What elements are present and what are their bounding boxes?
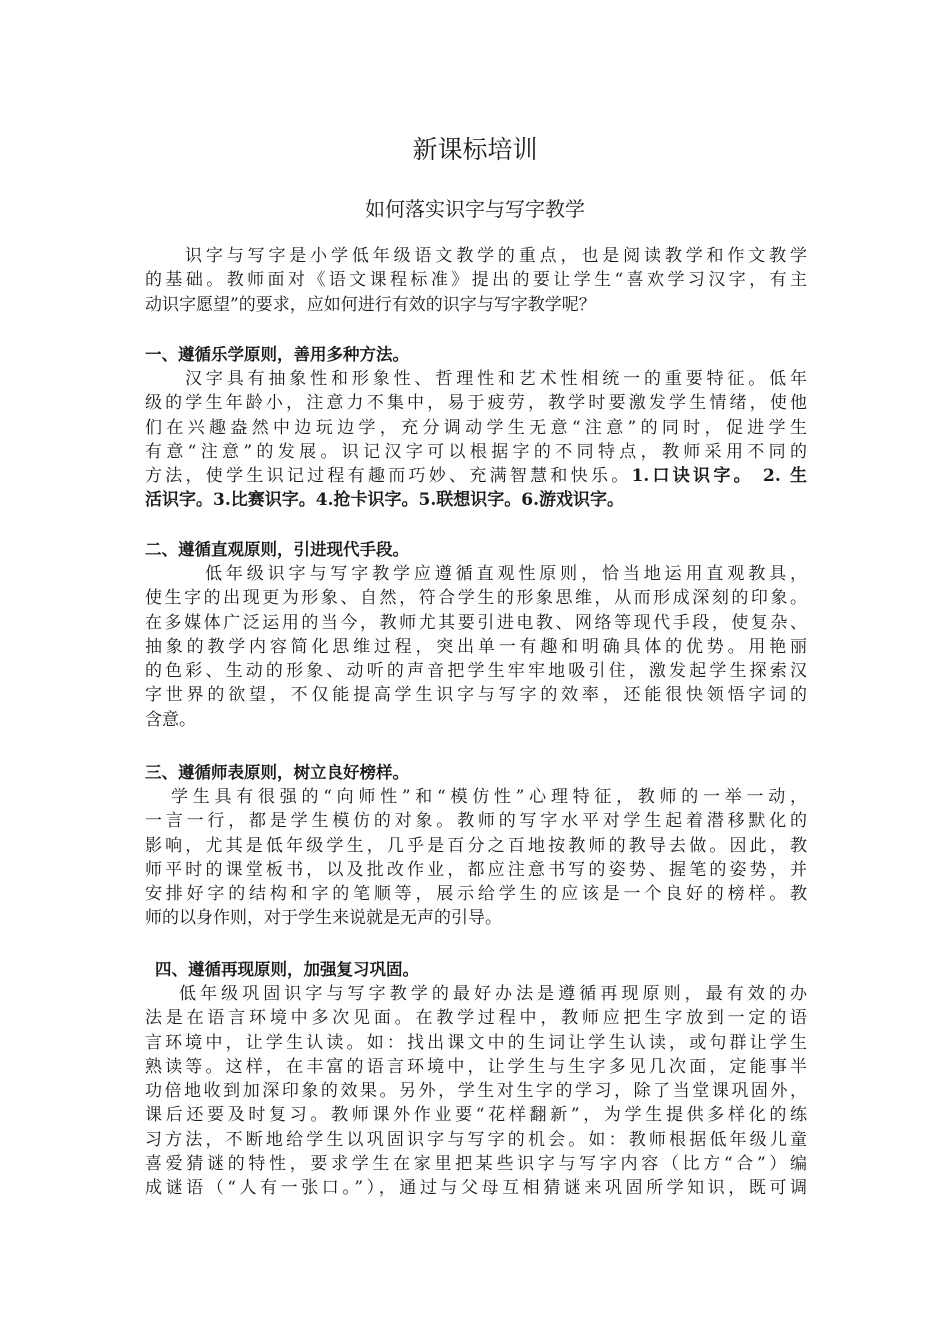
paragraph-line: 言环境中，让学生认读。如：找出课文中的生词让学生认读，或句群让学生 <box>145 1032 807 1053</box>
paragraph-line: 动识字愿望”的要求，应如何进行有效的识字与写字教学呢？ <box>145 294 596 315</box>
section-heading: 二、遵循直观原则，引进现代手段。 <box>145 540 409 559</box>
paragraph-line: 汉字具有抽象性和形象性、哲理性和艺术性相统一的重要特征。低年 <box>185 369 807 389</box>
section-heading: 三、遵循师表原则，树立良好榜样。 <box>145 763 409 782</box>
paragraph-line: 学生具有很强的“向师性”和“模仿性”心理特征，教师的一举一动， <box>171 787 807 807</box>
section-4 <box>145 958 807 1201</box>
section-2 <box>145 538 807 732</box>
document-title: 新课标培训 <box>412 135 538 164</box>
paragraph-line: 成谜语（“人有一张口。”），通过与父母互相猜谜来巩固所学知识，既可调 <box>145 1178 807 1199</box>
paragraph-line: 喜爱猜谜的特性，要求学生在家里把某些识字与写字内容（比方“合”）编 <box>145 1154 807 1175</box>
paragraph-line: 师的以身作则，对于学生来说就是无声的引导。 <box>145 908 502 929</box>
paragraph-line: 们在兴趣盎然中边玩边学，充分调动学生无意“注意”的同时，促进学生 <box>145 417 807 438</box>
paragraph-line: 抽象的教学内容简化思维过程，突出单一有趣和明确具体的优势。用艳丽 <box>145 636 807 657</box>
paragraph-line: 师平时的课堂板书，以及批改作业，都应注意书写的姿势、握笔的姿势，并 <box>145 859 807 880</box>
paragraph-line: 一言一行，都是学生模仿的对象。教师的写字水平对学生起着潜移默化的 <box>145 811 807 832</box>
paragraph-line: 的基础。教师面对《语文课程标准》提出的要让学生“喜欢学习汉字，有主 <box>145 270 807 291</box>
section-1 <box>145 343 807 513</box>
paragraph-line: 在多媒体广泛运用的当今，教师尤其要引进电教、网络等现代手段，使复杂、 <box>145 612 807 633</box>
section-heading: 一、遵循乐学原则，善用多种方法。 <box>145 345 409 364</box>
paragraph-line: 低年级识字与写字教学应遵循直观性原则，恰当地运用直观教具， <box>205 564 807 584</box>
paragraph-text: 方法，使学生识记过程有趣而巧妙、充满智慧和快乐。 <box>145 466 632 487</box>
paragraph-line <box>145 464 807 488</box>
method-list: 活识字。3.比赛识字。4.抢卡识字。5.联想识字。6.游戏识字。 <box>145 490 624 511</box>
document-subtitle: 如何落实识字与写字教学 <box>365 197 585 221</box>
section-3 <box>145 761 807 931</box>
paragraph-line: 有意“注意”的发展。识记汉字可以根据字的不同特点，教师采用不同的 <box>145 441 807 462</box>
paragraph-line: 习方法，不断地给学生以巩固识字与写字的机会。如：教师根据低年级儿童 <box>145 1129 807 1150</box>
paragraph-line: 含意。 <box>145 709 196 730</box>
paragraph-line: 低年级巩固识字与写字教学的最好办法是遵循再现原则，最有效的办 <box>179 984 807 1004</box>
paragraph-line: 使生字的出现更为形象、自然，符合学生的形象思维，从而形成深刻的印象。 <box>145 588 807 609</box>
paragraph-line: 识字与写字是小学低年级语文教学的重点，也是阅读教学和作文教学 <box>185 246 807 266</box>
paragraph-line: 级的学生年龄小，注意力不集中，易于疲劳，教学时要激发学生情绪，使他 <box>145 393 807 414</box>
paragraph-line: 的色彩、生动的形象、动听的声音把学生牢牢地吸引住，激发起学生探索汉 <box>145 661 807 682</box>
intro-paragraph <box>145 244 807 317</box>
section-heading: 四、遵循再现原则，加强复习巩固。 <box>155 960 419 979</box>
paragraph-line: 熟读等。这样，在丰富的语言环境中，让学生与生字多见几次面，定能事半 <box>145 1056 807 1077</box>
paragraph-line: 影响，尤其是低年级学生，几乎是百分之百地按教师的教导去做。因此，教 <box>145 835 807 856</box>
paragraph-line: 字世界的欲望，不仅能提高学生识字与写字的效率，还能很快领悟字词的 <box>145 685 807 706</box>
paragraph-line: 安排好字的结构和字的笔顺等，展示给学生的应该是一个良好的榜样。教 <box>145 884 807 905</box>
paragraph-line: 课后还要及时复习。教师课外作业要“花样翻新”，为学生提供多样化的练 <box>145 1105 807 1126</box>
paragraph-line: 法是在语言环境中多次见面。在教学过程中，教师应把生字放到一定的语 <box>145 1008 807 1029</box>
method-list: 1.口诀识字。 2. 生 <box>631 466 807 487</box>
paragraph-line: 功倍地收到加深印象的效果。另外，学生对生字的学习，除了当堂课巩固外， <box>145 1081 807 1102</box>
